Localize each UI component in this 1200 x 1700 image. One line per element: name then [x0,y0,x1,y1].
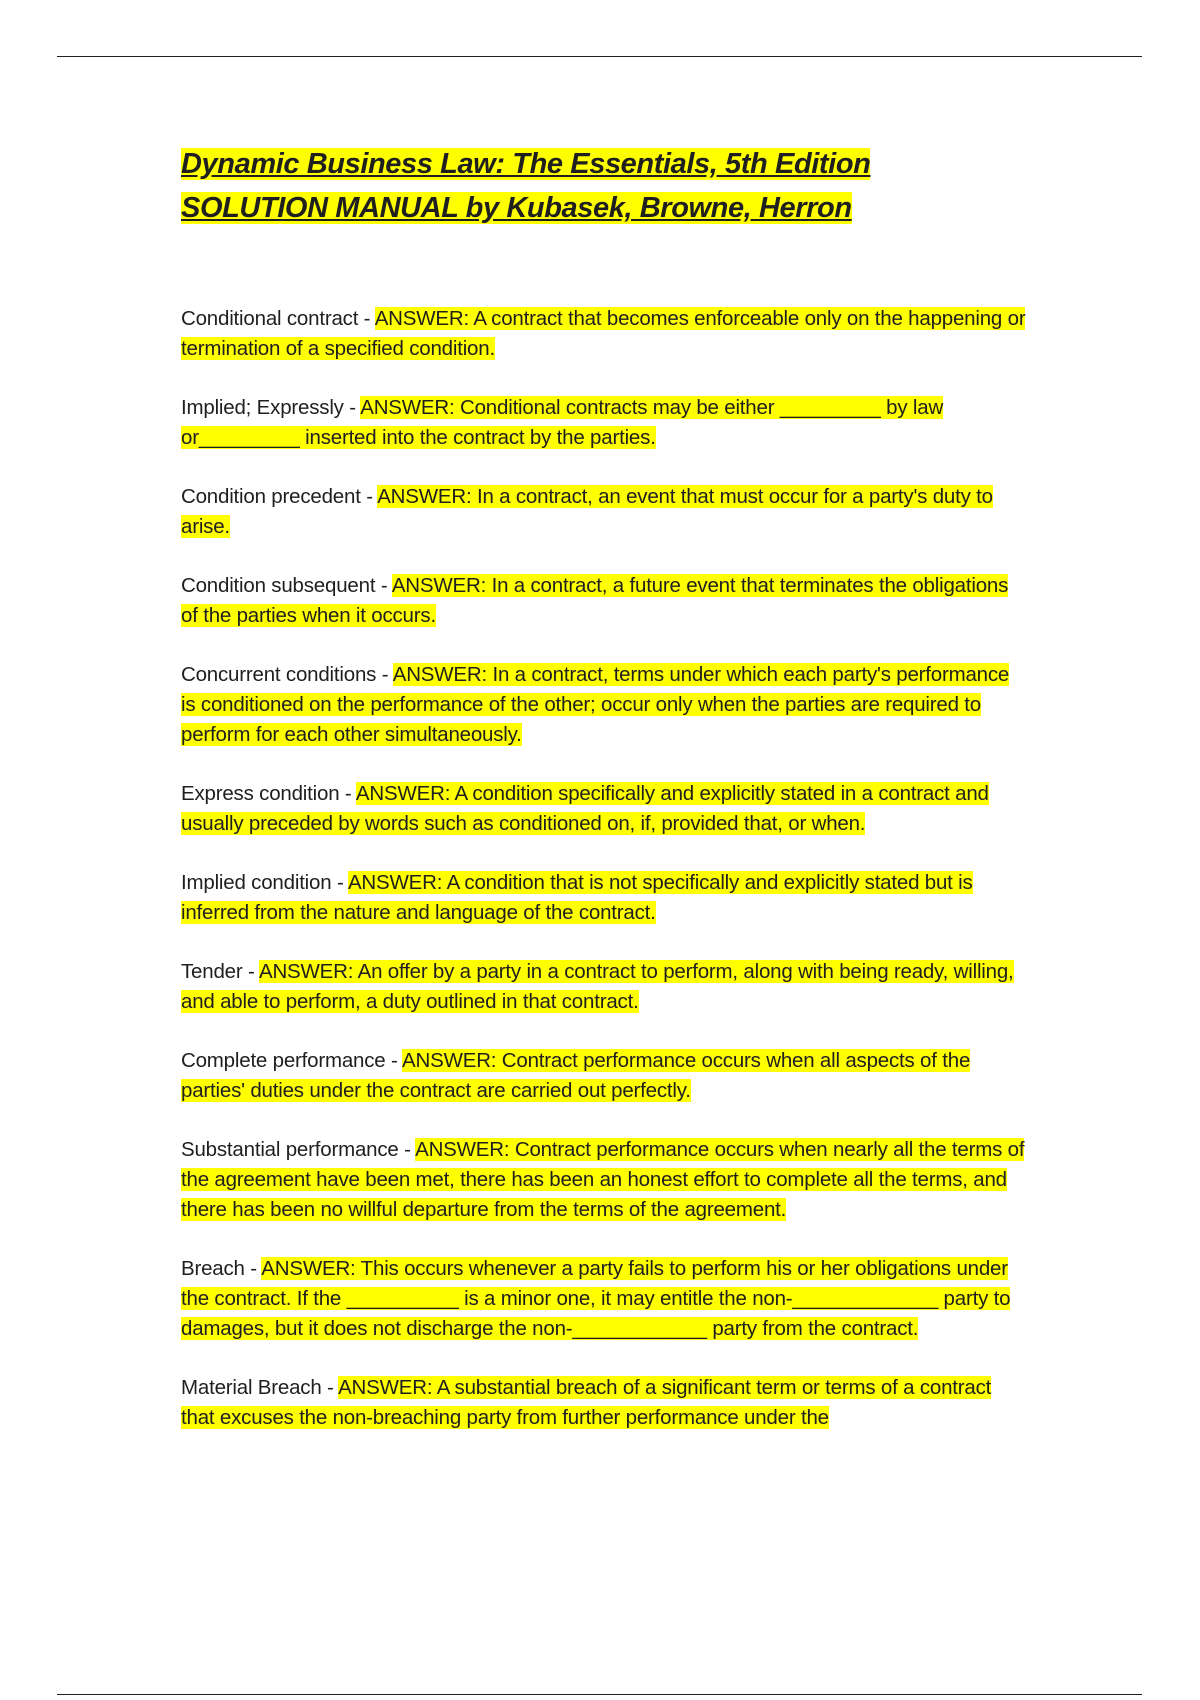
qa-separator: - [242,960,259,983]
qa-separator: - [244,1257,262,1280]
qa-answer: ANSWER: Conditional contracts may be either _________ by law or_________ inserted into the contract by the parties. [181,396,944,449]
qa-entry [181,779,1026,839]
qa-entry [181,1254,1026,1344]
qa-term: Breach [181,1257,245,1280]
qa-answer: ANSWER: An offer by a party in a contract to perform, along with being ready, willing, and able to perform, a duty outlined in that contract. [181,960,1014,1013]
qa-answer: ANSWER: A contract that becomes enforceable only on the happening or termination of a specified condition. [181,307,1026,360]
qa-term: Complete performance [181,1049,386,1072]
qa-entry [181,660,1026,750]
qa-answer: ANSWER: A substantial breach of a significant term or terms of a contract that excuses the non-breaching party from further performance under the [181,1376,992,1429]
qa-list [181,304,1026,1433]
qa-answer: ANSWER: A condition specifically and explicitly stated in a contract and usually preceded by words such as conditioned on, if, provided that, or when. [181,782,989,835]
qa-term: Condition subsequent [181,574,376,597]
bottom-rule [57,1694,1142,1695]
qa-separator: - [375,574,392,597]
qa-term: Implied condition [181,871,332,894]
document-title [181,142,1026,230]
qa-answer: ANSWER: This occurs whenever a party fails to perform his or her obligations under the contract. If the __________ is a minor one, it may entitle the non-_____________ party to damages, but it does not discharge the non-____________ party from the contract. [181,1257,1011,1340]
qa-separator: - [360,485,378,508]
qa-answer: ANSWER: A condition that is not specifically and explicitly stated but is inferred from the nature and language of the contract. [181,871,973,924]
qa-term: Condition precedent [181,485,361,508]
qa-separator: - [385,1049,403,1072]
qa-term: Substantial performance [181,1138,399,1161]
qa-entry [181,482,1026,542]
qa-answer: ANSWER: In a contract, a future event that terminates the obligations of the parties when it occurs. [181,574,1009,627]
qa-term: Implied; Expressly [181,396,344,419]
qa-entry [181,304,1026,364]
qa-answer: ANSWER: In a contract, an event that must occur for a party's duty to arise. [181,485,993,538]
qa-entry [181,1046,1026,1106]
top-rule [57,56,1142,57]
qa-entry [181,1135,1026,1225]
qa-answer: ANSWER: Contract performance occurs when all aspects of the parties' duties under the contract are carried out perfectly. [181,1049,971,1102]
qa-separator: - [343,396,361,419]
qa-answer: ANSWER: In a contract, terms under which each party's performance is conditioned on the performance of the other; occur only when the parties are required to perform for each other simultaneously. [181,663,1010,746]
qa-answer: ANSWER: Contract performance occurs when nearly all the terms of the agreement have been met, there has been an honest effort to complete all the terms, and there has been no willful departure from the terms of the agreement. [181,1138,1025,1221]
qa-separator: - [398,1138,416,1161]
document-body [181,142,1026,1462]
qa-separator: - [376,663,393,686]
title-line-2: SOLUTION MANUAL by Kubasek, Browne, Herron [181,192,852,224]
qa-separator: - [321,1376,339,1399]
qa-entry [181,393,1026,453]
qa-entry [181,571,1026,631]
qa-term: Express condition [181,782,340,805]
qa-term: Conditional contract [181,307,359,330]
qa-entry [181,868,1026,928]
qa-term: Material Breach [181,1376,322,1399]
qa-entry [181,957,1026,1017]
title-line-1: Dynamic Business Law: The Essentials, 5th Edition [181,148,871,180]
qa-term: Concurrent conditions [181,663,377,686]
qa-entry [181,1373,1026,1433]
qa-separator: - [358,307,375,330]
qa-separator: - [331,871,348,894]
qa-term: Tender [181,960,243,983]
qa-separator: - [339,782,356,805]
